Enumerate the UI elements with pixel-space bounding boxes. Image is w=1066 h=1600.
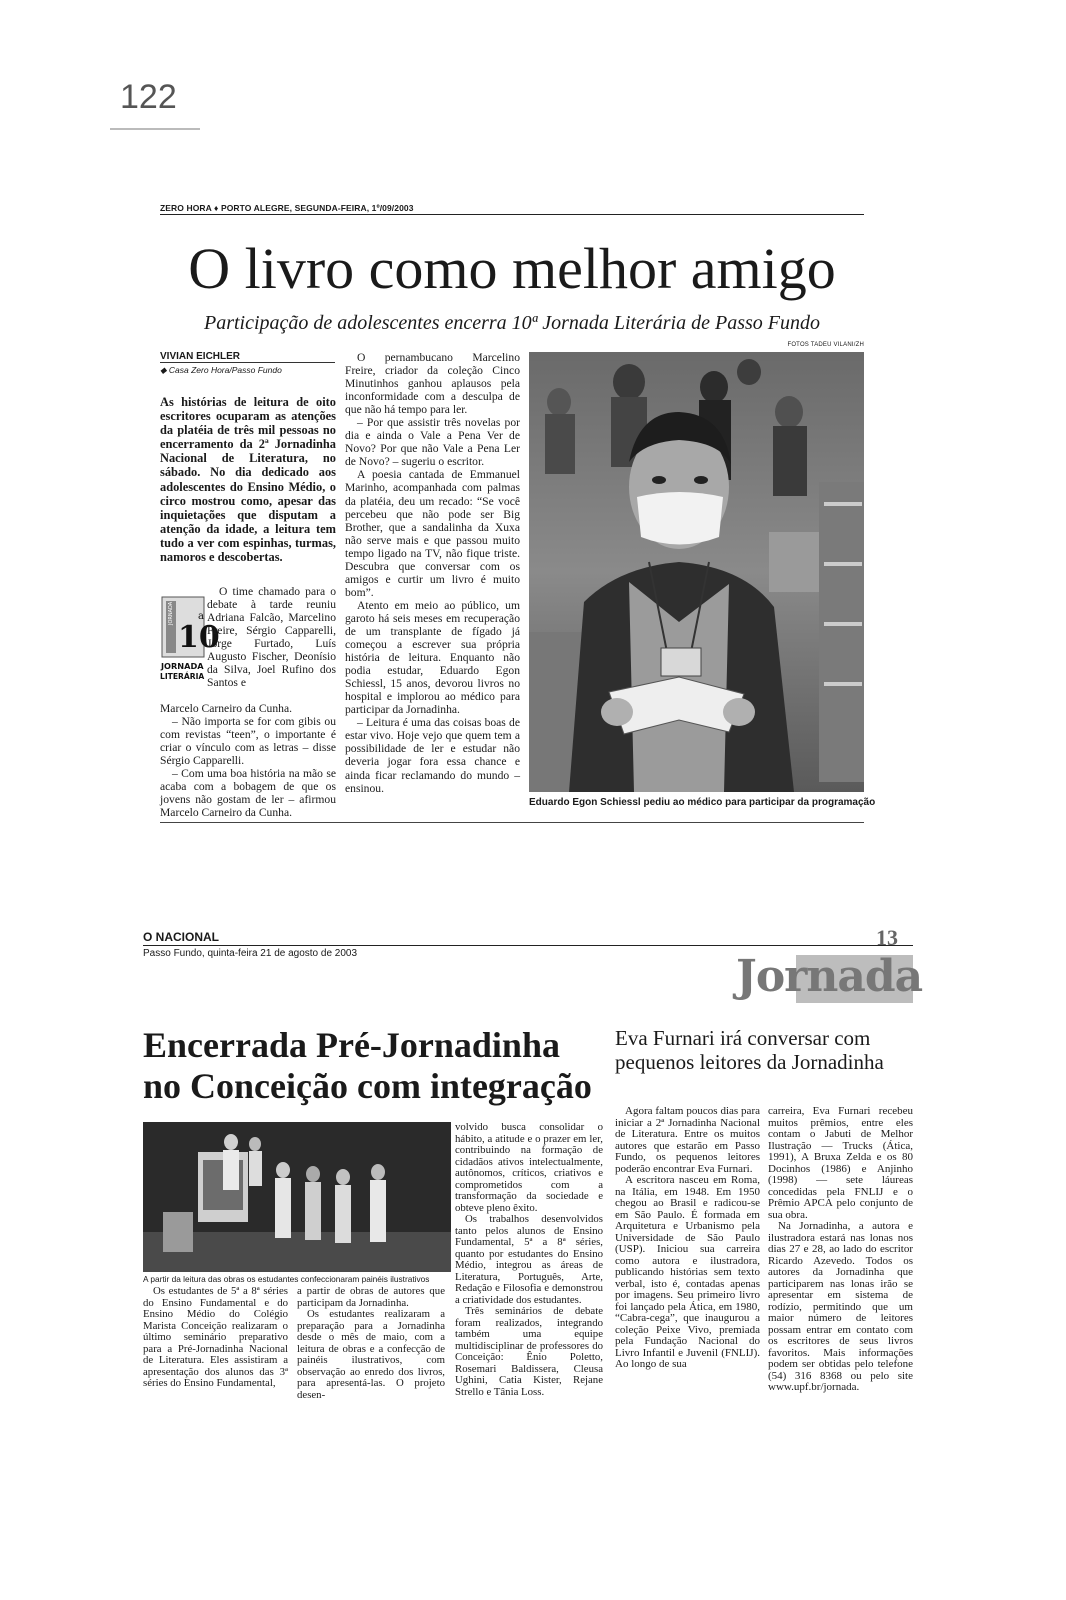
zh-col2-p5: – Leitura é uma das coisas boas de estar vivo. Hoje vejo que quem tem a possibilidade de ler e estudar não deveria jogar fora essa chance e ainda ficar reclamando do mundo – ensinou. [345, 716, 520, 795]
zh-lead-paragraph: As histórias de leitura de oito escritores ocuparam as atenções da platéia de três mil pessoas no encerramento da 2ª Jornadinha Nacional de Literatura, no sábado. No dia dedicado aos adolescentes do Ensino Médio, o circo mostrou como, apesar das inquietações que disputam a atenção da idade, a leitura tem tudo a ver com espinhas, turmas, namoros e descobertas. [160, 395, 336, 565]
section-title: Jornada [736, 951, 923, 1002]
ef-headline: Eva Furnari irá conversar com pequenos leitores da Jornadinha [615, 1026, 884, 1074]
ef-col1 [615, 1106, 760, 1371]
on-col1-p1: Os estudantes de 5ª a 8ª séries do Ensino Fundamental e do Ensino Médio do Colégio Marista Conceição realizaram o último seminário preparativo para a Pré-Jornadinha Nacional de Literatura. Eles assistiram a apresentação dos alunos das 3ª séries do Ensino Fundamental, [143, 1285, 288, 1389]
page-number: 122 [120, 78, 177, 116]
zh-photo-caption: Eduardo Egon Schiessl pediu ao médico para participar da programação [529, 797, 876, 808]
zh-photo-credit: FOTOS TADEU VILANI/ZH [787, 342, 864, 348]
on-col1 [143, 1286, 288, 1390]
on-photo-caption: A partir da leitura das obras os estudantes confeccionaram painéis ilustrativos [143, 1274, 430, 1284]
ef-col1-p2: A escritora nasceu em Roma, na Itália, em 1948. Em 1950 chegou ao Brasil e radicou-se em São Paulo. É formada em Arquitetura e Urbanismo pela Universidade de São Paulo (USP). Iniciou sua carreira como autora e ilustradora, publicando histórias sem texto verbal, isto é, contadas apenas por imagens. Seu primeiro livro foi lançado pela Ática, em 1980, “Cabra-cega”, que inaugurou a coleção Peixe Vivo, premiada pela Fundação Nacional do Livro Infantil e Juvenil (FNLIJ). Ao longo de sua [615, 1174, 760, 1370]
zh-headline: O livro como melhor amigo [188, 236, 836, 301]
on-section-banner [736, 951, 923, 1003]
zh-bottom-rule [160, 822, 864, 823]
on-photo-students-stage [143, 1122, 451, 1272]
logo-line2: LITERÁRIA [160, 672, 205, 681]
on-dateline: Passo Fundo, quinta-feira 21 de agosto de 2003 [143, 948, 358, 959]
logo-number: 10 [178, 620, 220, 655]
on-page-number: 13 [876, 925, 898, 950]
on-top-rule [143, 945, 913, 946]
zh-col2-p4: Atento em meio ao público, um garoto há seis meses em recuperação de um transplante de fígado já começou a escrever sua própria história de leitura. Enquanto não podia estudar, Eduardo Egon Schiessl, 15 anos, devorou livros no hospital e implorou ao médico para participar da Jornadinha. [345, 598, 520, 717]
zh-author-rule [160, 362, 335, 363]
svg-text:JORNADA: JORNADA [168, 601, 174, 625]
zh-subheadline: Participação de adolescentes encerra 10ª Jornada Literária de Passo Fundo [204, 312, 820, 334]
zh-col1-p2: Marcelo Carneiro da Cunha. [160, 702, 292, 715]
ef-col2 [768, 1106, 913, 1394]
zh-photo-boy-reading [529, 352, 864, 792]
zh-col1-p1: O time chamado para o debate à tarde reuniu Adriana Falcão, Marcelino Freire, Sérgio Capparelli, Jorge Furtado, Luís Augusto Fischer, Deonísio da Silva, Joel Rufino dos Santos e [207, 585, 336, 690]
on-col3 [455, 1122, 603, 1398]
zh-author-source: ◆ Casa Zero Hora/Passo Fundo [160, 365, 282, 375]
on-col2-p1: a partir de obras de autores que participam da Jornadinha. [297, 1285, 445, 1309]
on-col3-p1: volvido busca consolidar o hábito, a atitude e o prazer em ler, contribuindo na formação de cidadãos ativos intelectualmente, autônomos, críticos, criativos e comprometidos com a transformação da sociedade e obteve pleno êxito. [455, 1121, 603, 1214]
jornada-literaria-logo [160, 595, 220, 685]
on-col2-p2: Os estudantes realizaram a preparação para a Jornadinha desde o mês de maio, com a leitura de obras e a confecção de painéis ilustrativos, com observação ao enredo dos livros, para apresentá-las. O projeto desen- [297, 1308, 445, 1401]
ef-col2-p1: carreira, Eva Furnari recebeu muitos prêmios, entre eles contam o Jabuti de Melhor Ilustração — Trucks (Ática, 1991), A Bruxa Zelda e os 80 Docinhos (1986) e Anjinho (1998) — sete láureas concedidas pela FNLIJ e o Prêmio APCA pelo conjunto de sua obra. [768, 1105, 913, 1221]
on-col2 [297, 1286, 445, 1401]
on-col3-p2: Os trabalhos desenvolvidos tanto pelos alunos de Ensino Fundamental, 5ª a 8ª séries, quanto por estudantes do Ensino Médio, integrou as áreas de Literatura, Português, Arte, Redação e Filosofia e demonstrou a criatividade dos estudantes. [455, 1213, 603, 1306]
zh-col1-p3: – Não importa se for com gibis ou com revistas “teen”, o importante é criar o vínculo com as letras – disse Sérgio Capparelli. [160, 715, 336, 768]
ef-col2-p2: Na Jornadinha, a autora e ilustradora estará nas lonas nos dias 27 e 28, ao lado do escritor Ricardo Azevedo. Todos os autores da Jornadinha que participarem nas lonas irão se apresentar em sistema de rodízio, permitindo que um maior número de leitores possam entrar em contato com os escritores de seus livros favoritos. Mais informações podem ser obtidas pelo telefone (54) 316 8368 ou pelo site www.upf.br/jornada. [768, 1220, 913, 1393]
zh-col2-p2: – Por que assistir três novelas por dia e ainda o Vale a Pena Ver de Novo? Por que não Vale a Pena Ler de Novo? – sugeriu o escritor. [345, 416, 520, 469]
zh-col1-p4: – Com uma boa história na mão se acaba com a bobagem de que os jovens não gostam de ler – afirmou Marcelo Carneiro da Cunha. [160, 767, 336, 820]
zh-author: VIVIAN EICHLER [160, 351, 241, 362]
zh-col1-bottom [160, 702, 336, 819]
page-number-rule [110, 128, 200, 130]
zh-col1-top [207, 585, 336, 689]
on-col3-p3: Três seminários de debate foram realizados, integrando também uma equipe multidisciplinar de professores do Conceição: Ênio Poletto, Rosemari Baldissera, Cleusa Ughini, Catia Kister, Rejane Strello e Tânia Loss. [455, 1305, 603, 1398]
logo-line1: JORNADA [161, 661, 204, 671]
zh-dateline: ZERO HORA ♦ PORTO ALEGRE, SEGUNDA-FEIRA, 1º/09/2003 [160, 203, 414, 213]
zh-col2-p1: O pernambucano Marcelino Freire, criador da coleção Cinco Minutinhos ganhou aplausos pela inconformidade com a desculpa de que não há tempo para ler. [345, 351, 520, 417]
zh-col2-p3: A poesia cantada de Emmanuel Marinho, acompanhada com palmas da platéia, deu um recado: “Se você percebeu que não pode ser Big Brother, que a sandalinha da Xuxa não serve mais e que passou muito tempo ligado na TV, não fique triste. Descubra que conversar com os amigos e curtir um livro é muito bom”. [345, 468, 520, 599]
on-headline: Encerrada Pré-Jornadinha no Conceição com integração [143, 1025, 592, 1106]
zh-col2 [345, 351, 520, 795]
logo-superscript: a [198, 611, 204, 622]
ef-col1-p1: Agora faltam poucos dias para iniciar a 2ª Jornadinha Nacional de Literatura. Entre os muitos autores que estarão em Passo Fundo, os pequenos leitores poderão encontrar Eva Furnari. [615, 1105, 760, 1175]
on-paper-name: O NACIONAL [143, 930, 219, 944]
zh-top-rule [160, 214, 864, 215]
